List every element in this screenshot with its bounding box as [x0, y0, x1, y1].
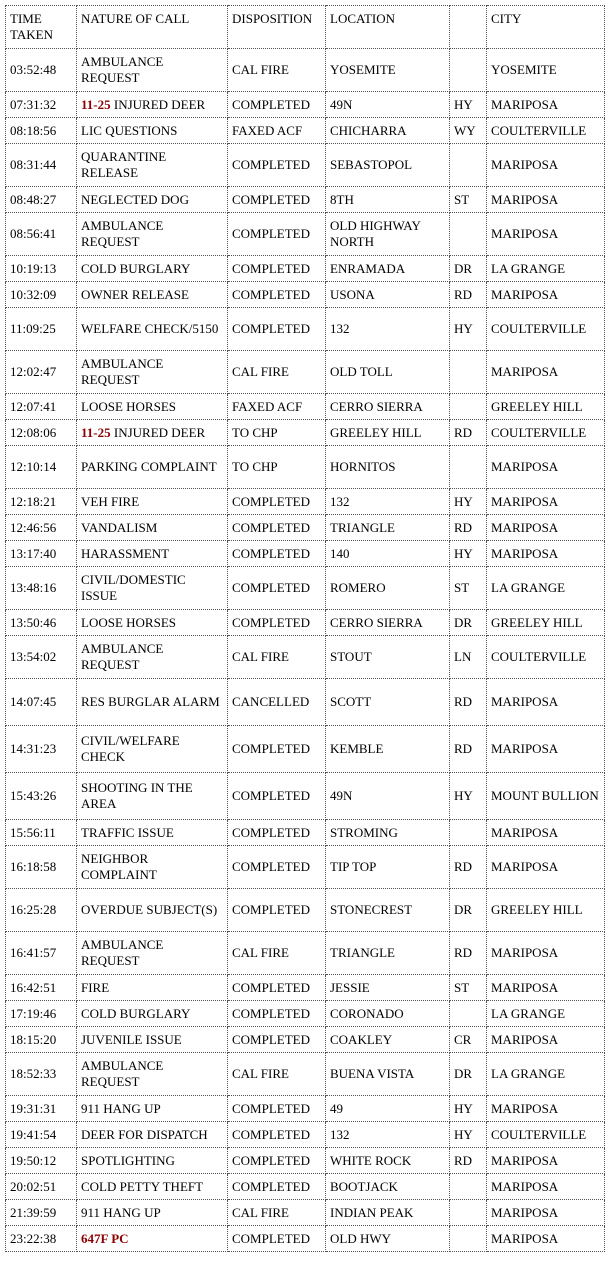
location-cell: 49N	[326, 92, 450, 118]
nature-cell	[77, 489, 228, 515]
city-cell: MARIPOSA	[487, 679, 605, 726]
table-row	[6, 1200, 605, 1226]
table-row	[6, 144, 605, 187]
city-cell: LA GRANGE	[487, 1053, 605, 1096]
location-cell: KEMBLE	[326, 726, 450, 773]
nature-text: VEH FIRE	[81, 493, 140, 509]
disposition-cell: COMPLETED	[228, 1096, 326, 1122]
city-cell: MARIPOSA	[487, 726, 605, 773]
time-cell: 16:41:57	[6, 932, 77, 975]
header-row	[6, 6, 605, 49]
nature-text: AMBULANCE REQUEST	[81, 54, 167, 85]
table-row	[6, 846, 605, 889]
city-cell: MARIPOSA	[487, 1096, 605, 1122]
table-row	[6, 187, 605, 213]
nature-text: 911 HANG UP	[81, 1100, 161, 1116]
table-row	[6, 489, 605, 515]
city-cell: GREELEY HILL	[487, 394, 605, 420]
street-suffix-cell: HY	[450, 1122, 487, 1148]
table-row	[6, 351, 605, 394]
street-suffix-cell: RD	[450, 282, 487, 308]
city-cell: MARIPOSA	[487, 1200, 605, 1226]
table-row	[6, 1122, 605, 1148]
disposition-cell: TO CHP	[228, 420, 326, 446]
city-cell: MARIPOSA	[487, 282, 605, 308]
city-cell: MARIPOSA	[487, 541, 605, 567]
nature-cell	[77, 1226, 228, 1252]
table-row	[6, 932, 605, 975]
nature-cell	[77, 1096, 228, 1122]
nature-cell	[77, 773, 228, 820]
location-cell: SCOTT	[326, 679, 450, 726]
time-cell: 08:48:27	[6, 187, 77, 213]
location-cell: SEBASTOPOL	[326, 144, 450, 187]
street-suffix-cell	[450, 394, 487, 420]
nature-cell	[77, 541, 228, 567]
table-row	[6, 1053, 605, 1096]
table-row	[6, 975, 605, 1001]
city-cell: MARIPOSA	[487, 1148, 605, 1174]
street-suffix-cell: ST	[450, 187, 487, 213]
city-cell: GREELEY HILL	[487, 610, 605, 636]
table-row	[6, 1226, 605, 1252]
street-suffix-cell: ST	[450, 975, 487, 1001]
nature-cell	[77, 610, 228, 636]
nature-text: COLD BURGLARY	[81, 1005, 191, 1021]
time-cell: 18:15:20	[6, 1027, 77, 1053]
location-cell: 132	[326, 308, 450, 351]
nature-text: RES BURGLAR ALARM	[81, 694, 220, 709]
location-cell: 132	[326, 489, 450, 515]
disposition-cell: COMPLETED	[228, 1001, 326, 1027]
nature-text: INJURED DEER	[110, 424, 206, 440]
disposition-cell: COMPLETED	[228, 567, 326, 610]
city-cell: MARIPOSA	[487, 975, 605, 1001]
nature-text: QUARANTINE RELEASE	[81, 149, 170, 180]
location-cell: TRIANGLE	[326, 515, 450, 541]
time-cell: 11:09:25	[6, 308, 77, 351]
nature-text: INJURED DEER	[110, 96, 206, 112]
time-cell: 18:52:33	[6, 1053, 77, 1096]
city-cell: MOUNT BULLION	[487, 773, 605, 820]
time-cell: 19:50:12	[6, 1148, 77, 1174]
time-cell: 16:18:58	[6, 846, 77, 889]
nature-text: SHOOTING IN THE AREA	[81, 780, 196, 811]
table-row	[6, 1148, 605, 1174]
disposition-cell: COMPLETED	[228, 889, 326, 932]
nature-cell	[77, 1001, 228, 1027]
table-row	[6, 1096, 605, 1122]
table-row	[6, 213, 605, 256]
nature-text: AMBULANCE REQUEST	[81, 218, 167, 249]
street-suffix-cell: RD	[450, 420, 487, 446]
street-suffix-cell: DR	[450, 610, 487, 636]
street-suffix-cell: RD	[450, 846, 487, 889]
disposition-cell: COMPLETED	[228, 610, 326, 636]
city-cell: MARIPOSA	[487, 846, 605, 889]
time-cell: 19:41:54	[6, 1122, 77, 1148]
nature-cell	[77, 351, 228, 394]
time-cell: 12:10:14	[6, 446, 77, 489]
nature-cell	[77, 420, 228, 446]
disposition-cell: COMPLETED	[228, 1027, 326, 1053]
city-cell: LA GRANGE	[487, 256, 605, 282]
disposition-cell: COMPLETED	[228, 187, 326, 213]
nature-text: VANDALISM	[81, 519, 158, 535]
location-cell: CHICHARRA	[326, 118, 450, 144]
location-cell: YOSEMITE	[326, 49, 450, 92]
location-cell: CORONADO	[326, 1001, 450, 1027]
disposition-cell: COMPLETED	[228, 773, 326, 820]
city-cell: MARIPOSA	[487, 351, 605, 394]
time-cell: 13:17:40	[6, 541, 77, 567]
nature-text: LOOSE HORSES	[81, 398, 176, 414]
disposition-cell: COMPLETED	[228, 1148, 326, 1174]
nature-cell	[77, 308, 228, 351]
disposition-cell: COMPLETED	[228, 256, 326, 282]
nature-cell	[77, 1148, 228, 1174]
table-row	[6, 446, 605, 489]
nature-cell	[77, 975, 228, 1001]
nature-text: OWNER RELEASE	[81, 286, 189, 302]
location-cell: OLD HIGHWAY NORTH	[326, 213, 450, 256]
time-cell: 15:56:11	[6, 820, 77, 846]
time-cell: 20:02:51	[6, 1174, 77, 1200]
disposition-cell: CAL FIRE	[228, 636, 326, 679]
time-cell: 23:22:38	[6, 1226, 77, 1252]
nature-cell	[77, 1174, 228, 1200]
table-row	[6, 636, 605, 679]
location-cell: TRIANGLE	[326, 932, 450, 975]
table-row	[6, 118, 605, 144]
nature-cell	[77, 679, 228, 726]
nature-text: CIVIL/DOMESTIC ISSUE	[81, 572, 189, 603]
disposition-cell: COMPLETED	[228, 820, 326, 846]
street-suffix-cell: WY	[450, 118, 487, 144]
table-row	[6, 567, 605, 610]
nature-cell	[77, 446, 228, 489]
header-location: LOCATION	[326, 6, 450, 49]
time-cell: 07:31:32	[6, 92, 77, 118]
nature-text: HARASSMENT	[81, 545, 170, 561]
nature-text: LOOSE HORSES	[81, 614, 176, 630]
street-suffix-cell: HY	[450, 489, 487, 515]
nature-text: PARKING COMPLAINT	[81, 459, 217, 474]
time-cell: 15:43:26	[6, 773, 77, 820]
nature-text: CIVIL/WELFARE CHECK	[81, 733, 183, 764]
nature-cell	[77, 256, 228, 282]
street-suffix-cell: RD	[450, 932, 487, 975]
street-suffix-cell	[450, 213, 487, 256]
nature-text: AMBULANCE REQUEST	[81, 356, 167, 387]
street-suffix-cell: HY	[450, 773, 487, 820]
location-cell: GREELEY HILL	[326, 420, 450, 446]
table-row	[6, 1027, 605, 1053]
header-street-suffix	[450, 6, 487, 49]
city-cell: COULTERVILLE	[487, 636, 605, 679]
street-suffix-cell	[450, 820, 487, 846]
disposition-cell: COMPLETED	[228, 144, 326, 187]
city-cell: COULTERVILLE	[487, 1122, 605, 1148]
time-cell: 13:50:46	[6, 610, 77, 636]
table-row	[6, 394, 605, 420]
call-code: 647F PC	[81, 1230, 129, 1246]
header-time-taken: TIME TAKEN	[6, 6, 77, 49]
nature-cell	[77, 144, 228, 187]
street-suffix-cell: LN	[450, 636, 487, 679]
disposition-cell: CAL FIRE	[228, 1053, 326, 1096]
location-cell: STONECREST	[326, 889, 450, 932]
city-cell: MARIPOSA	[487, 820, 605, 846]
disposition-cell: COMPLETED	[228, 726, 326, 773]
location-cell: 49	[326, 1096, 450, 1122]
time-cell: 08:18:56	[6, 118, 77, 144]
location-cell: 132	[326, 1122, 450, 1148]
disposition-cell: FAXED ACF	[228, 394, 326, 420]
time-cell: 13:48:16	[6, 567, 77, 610]
nature-cell	[77, 118, 228, 144]
location-cell: 8TH	[326, 187, 450, 213]
location-cell: BOOTJACK	[326, 1174, 450, 1200]
disposition-cell: TO CHP	[228, 446, 326, 489]
location-cell: CERRO SIERRA	[326, 394, 450, 420]
location-cell: USONA	[326, 282, 450, 308]
disposition-cell: COMPLETED	[228, 1122, 326, 1148]
nature-text: AMBULANCE REQUEST	[81, 1058, 167, 1089]
disposition-cell: CANCELLED	[228, 679, 326, 726]
nature-text: WELFARE CHECK/5150	[81, 321, 219, 336]
disposition-cell: COMPLETED	[228, 1174, 326, 1200]
nature-text: FIRE	[81, 979, 110, 995]
nature-text: AMBULANCE REQUEST	[81, 641, 167, 672]
nature-cell	[77, 394, 228, 420]
nature-cell	[77, 282, 228, 308]
city-cell: LA GRANGE	[487, 1001, 605, 1027]
disposition-cell: CAL FIRE	[228, 1200, 326, 1226]
nature-cell	[77, 932, 228, 975]
call-log-table	[5, 5, 605, 1252]
street-suffix-cell: CR	[450, 1027, 487, 1053]
disposition-cell: COMPLETED	[228, 975, 326, 1001]
nature-cell	[77, 49, 228, 92]
table-row	[6, 679, 605, 726]
time-cell: 12:02:47	[6, 351, 77, 394]
disposition-cell: CAL FIRE	[228, 932, 326, 975]
table-row	[6, 308, 605, 351]
time-cell: 19:31:31	[6, 1096, 77, 1122]
time-cell: 12:07:41	[6, 394, 77, 420]
time-cell: 14:07:45	[6, 679, 77, 726]
street-suffix-cell	[450, 1174, 487, 1200]
nature-cell	[77, 515, 228, 541]
table-row	[6, 541, 605, 567]
disposition-cell: COMPLETED	[228, 515, 326, 541]
time-cell: 17:19:46	[6, 1001, 77, 1027]
time-cell: 12:08:06	[6, 420, 77, 446]
street-suffix-cell	[450, 351, 487, 394]
location-cell: 140	[326, 541, 450, 567]
nature-cell	[77, 889, 228, 932]
nature-cell	[77, 726, 228, 773]
street-suffix-cell: ST	[450, 567, 487, 610]
time-cell: 08:56:41	[6, 213, 77, 256]
location-cell: TIP TOP	[326, 846, 450, 889]
disposition-cell: COMPLETED	[228, 846, 326, 889]
city-cell: MARIPOSA	[487, 187, 605, 213]
nature-cell	[77, 92, 228, 118]
nature-text: OVERDUE SUBJECT(S)	[81, 902, 218, 917]
city-cell: COULTERVILLE	[487, 308, 605, 351]
nature-text: TRAFFIC ISSUE	[81, 824, 174, 840]
nature-cell	[77, 213, 228, 256]
table-row	[6, 726, 605, 773]
city-cell: GREELEY HILL	[487, 889, 605, 932]
disposition-cell: COMPLETED	[228, 92, 326, 118]
disposition-cell: COMPLETED	[228, 282, 326, 308]
street-suffix-cell: HY	[450, 92, 487, 118]
disposition-cell: COMPLETED	[228, 308, 326, 351]
header-city: CITY	[487, 6, 605, 49]
location-cell: WHITE ROCK	[326, 1148, 450, 1174]
table-row	[6, 1174, 605, 1200]
nature-text: COLD BURGLARY	[81, 260, 191, 276]
city-cell: MARIPOSA	[487, 144, 605, 187]
table-row	[6, 92, 605, 118]
location-cell: OLD TOLL	[326, 351, 450, 394]
table-row	[6, 515, 605, 541]
table-row	[6, 49, 605, 92]
nature-text: JUVENILE ISSUE	[81, 1031, 182, 1047]
time-cell: 12:18:21	[6, 489, 77, 515]
city-cell: MARIPOSA	[487, 932, 605, 975]
time-cell: 03:52:48	[6, 49, 77, 92]
street-suffix-cell: RD	[450, 726, 487, 773]
nature-text: SPOTLIGHTING	[81, 1152, 175, 1168]
city-cell: YOSEMITE	[487, 49, 605, 92]
location-cell: JESSIE	[326, 975, 450, 1001]
call-code: 11-25	[81, 424, 111, 440]
location-cell: HORNITOS	[326, 446, 450, 489]
street-suffix-cell: HY	[450, 1096, 487, 1122]
time-cell: 12:46:56	[6, 515, 77, 541]
street-suffix-cell: RD	[450, 679, 487, 726]
nature-cell	[77, 1027, 228, 1053]
disposition-cell: COMPLETED	[228, 1226, 326, 1252]
time-cell: 21:39:59	[6, 1200, 77, 1226]
street-suffix-cell: RD	[450, 515, 487, 541]
table-row	[6, 610, 605, 636]
nature-text: COLD PETTY THEFT	[81, 1178, 204, 1194]
nature-cell	[77, 1200, 228, 1226]
street-suffix-cell	[450, 1200, 487, 1226]
table-row	[6, 889, 605, 932]
disposition-cell: COMPLETED	[228, 541, 326, 567]
table-row	[6, 773, 605, 820]
nature-cell	[77, 1053, 228, 1096]
city-cell: MARIPOSA	[487, 1027, 605, 1053]
disposition-cell: COMPLETED	[228, 213, 326, 256]
disposition-cell: CAL FIRE	[228, 49, 326, 92]
time-cell: 13:54:02	[6, 636, 77, 679]
nature-cell	[77, 636, 228, 679]
time-cell: 08:31:44	[6, 144, 77, 187]
city-cell: MARIPOSA	[487, 446, 605, 489]
street-suffix-cell: DR	[450, 889, 487, 932]
city-cell: MARIPOSA	[487, 515, 605, 541]
location-cell: STOUT	[326, 636, 450, 679]
city-cell: MARIPOSA	[487, 92, 605, 118]
street-suffix-cell: HY	[450, 308, 487, 351]
header-nature-of-call: NATURE OF CALL	[77, 6, 228, 49]
nature-cell	[77, 567, 228, 610]
city-cell: MARIPOSA	[487, 213, 605, 256]
location-cell: COAKLEY	[326, 1027, 450, 1053]
location-cell: ENRAMADA	[326, 256, 450, 282]
nature-text: NEGLECTED DOG	[81, 191, 189, 207]
nature-text: LIC QUESTIONS	[81, 122, 178, 138]
nature-cell	[77, 846, 228, 889]
disposition-cell: FAXED ACF	[228, 118, 326, 144]
location-cell: INDIAN PEAK	[326, 1200, 450, 1226]
time-cell: 16:25:28	[6, 889, 77, 932]
table-row	[6, 1001, 605, 1027]
table-row	[6, 256, 605, 282]
street-suffix-cell	[450, 1226, 487, 1252]
location-cell: ROMERO	[326, 567, 450, 610]
time-cell: 10:19:13	[6, 256, 77, 282]
city-cell: COULTERVILLE	[487, 118, 605, 144]
street-suffix-cell: HY	[450, 541, 487, 567]
table-row	[6, 420, 605, 446]
nature-text: DEER FOR DISPATCH	[81, 1126, 208, 1142]
time-cell: 16:42:51	[6, 975, 77, 1001]
location-cell: BUENA VISTA	[326, 1053, 450, 1096]
street-suffix-cell	[450, 49, 487, 92]
street-suffix-cell	[450, 446, 487, 489]
city-cell: MARIPOSA	[487, 489, 605, 515]
city-cell: MARIPOSA	[487, 1226, 605, 1252]
nature-cell	[77, 187, 228, 213]
disposition-cell: COMPLETED	[228, 489, 326, 515]
location-cell: OLD HWY	[326, 1226, 450, 1252]
city-cell: COULTERVILLE	[487, 420, 605, 446]
location-cell: 49N	[326, 773, 450, 820]
nature-cell	[77, 820, 228, 846]
call-code: 11-25	[81, 96, 111, 112]
time-cell: 14:31:23	[6, 726, 77, 773]
city-cell: LA GRANGE	[487, 567, 605, 610]
street-suffix-cell: RD	[450, 1148, 487, 1174]
street-suffix-cell	[450, 1001, 487, 1027]
disposition-cell: CAL FIRE	[228, 351, 326, 394]
nature-text: AMBULANCE REQUEST	[81, 937, 167, 968]
location-cell: STROMING	[326, 820, 450, 846]
header-disposition: DISPOSITION	[228, 6, 326, 49]
city-cell: MARIPOSA	[487, 1174, 605, 1200]
nature-text: 911 HANG UP	[81, 1204, 161, 1220]
location-cell: CERRO SIERRA	[326, 610, 450, 636]
street-suffix-cell	[450, 144, 487, 187]
table-row	[6, 820, 605, 846]
street-suffix-cell: DR	[450, 256, 487, 282]
nature-cell	[77, 1122, 228, 1148]
street-suffix-cell: DR	[450, 1053, 487, 1096]
table-row	[6, 282, 605, 308]
time-cell: 10:32:09	[6, 282, 77, 308]
nature-text: NEIGHBOR COMPLAINT	[81, 851, 157, 882]
